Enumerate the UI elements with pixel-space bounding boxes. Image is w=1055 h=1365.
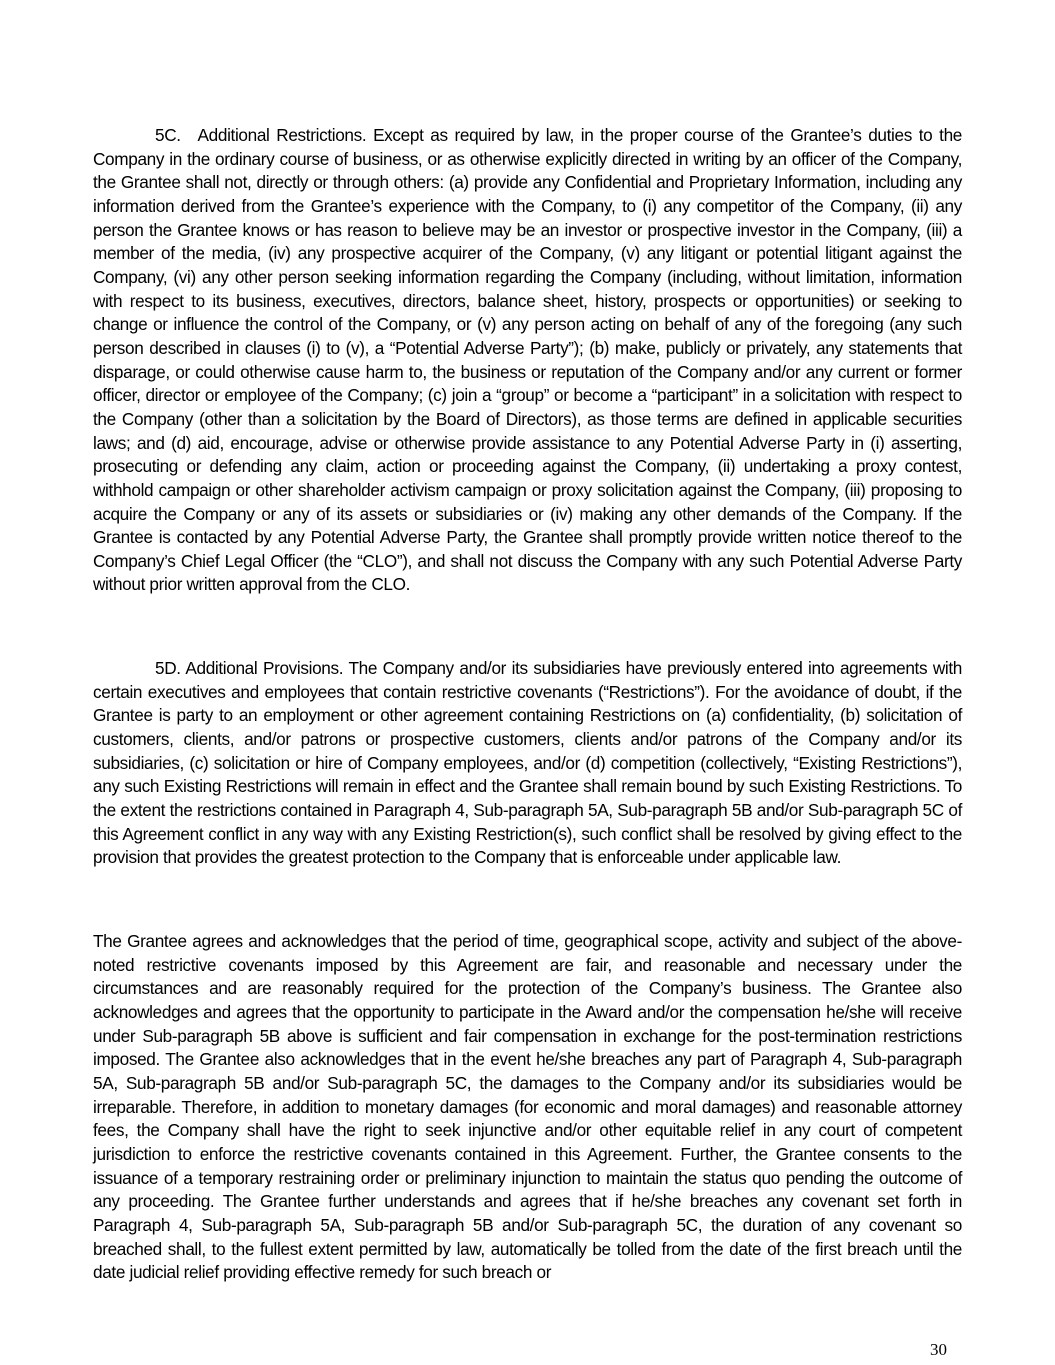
section-5c-text: 5C. Additional Restrictions. Except as required by law, in the proper course of the Grantee’s duties to the Company in the ordinary course of business, or as otherwise explicitly directed in writing by an officer of the Company, the Grantee shall not, directly or through others: (a) provide any Confidential and Proprietary Information, including any information derived from the Grantee’s experience with the Company, to (i) any competitor of the Company, (ii) any person the Grantee knows or has reason to believe may be an investor or prospective investor in the Company, (iii) a member of the media, (iv) any prospective acquirer of the Company, (v) any litigant or potential litigant against the Company, (vi) any other person seeking information regarding the Company (including, without limitation, information with respect to its business, executives, directors, balance sheet, history, prospects or opportunities) or seeking to change or influence the control of the Company, or (v) any person acting on behalf of any of the foregoing (any such person described in clauses (i) to (v), a “Potential Adverse Party”); (b) make, publicly or privately, any statements that disparage, or could otherwise cause harm to, the business or reputation of the Company and/or any current or former officer, director or employee of the Company; (c) join a “group” or become a “participant” in a solicitation with respect to the Company (other than a solicitation by the Board of Directors), as those terms are defined in applicable securities laws; and (d) aid, encourage, advise or otherwise provide assistance to any Potential Adverse Party in (i) asserting, prosecuting or defending any claim, action or proceeding against the Company, (ii) undertaking a proxy contest, withhold campaign or other shareholder activism campaign or proxy solicitation against the Company, (iii) proposing to acquire the Company or any of its assets or subsidiaries or (iv) making any other demands of the Company. If the Grantee is contacted by any Potential Adverse Party, the Grantee shall promptly provide written notice thereof to the Company’s Chief Legal Officer (the “CLO”), and shall not discuss the Company with any such Potential Adverse Party without prior written approval from the CLO.	[93, 125, 962, 595]
acknowledgement-text: The Grantee agrees and acknowledges that the period of time, geographical scope, activity and subject of the above-noted restrictive covenants imposed by this Agreement are fair, and reasonable and necessary under the circumstances and are reasonably required for the protection of the Company’s business. The Grantee also acknowledges and agrees that the opportunity to participate in the Award and/or the compensation he/she will receive under Sub-paragraph 5B above is sufficient and fair compensation in exchange for the post-termination restrictions imposed. The Grantee also acknowledges that in the event he/she breaches any part of Paragraph 4, Sub-paragraph 5A, Sub-paragraph 5B and/or Sub-paragraph 5C, the damages to the Company and/or its subsidiaries would be irreparable. Therefore, in addition to monetary damages (for economic and moral damages) and reasonable attorney fees, the Company shall have the right to seek injunctive and/or other equitable relief in any court of competent jurisdiction to enforce the restrictive covenants contained in this Agreement. Further, the Grantee consents to the issuance of a temporary restraining order or preliminary injunction to maintain the status quo pending the outcome of any proceeding. The Grantee further understands and agrees that if he/she breaches any covenant set forth in Paragraph 4, Sub-paragraph 5A, Sub-paragraph 5B and/or Sub-paragraph 5C, the duration of any covenant so breached shall, to the fullest extent permitted by law, automatically be tolled from the date of the first breach until the date judicial relief providing effective remedy for such breach or	[93, 931, 962, 1283]
section-5c-paragraph	[93, 124, 962, 597]
page-number: 30	[930, 1340, 947, 1359]
section-5d-paragraph	[93, 657, 962, 870]
acknowledgement-paragraph	[93, 930, 962, 1285]
section-5d-text: 5D. Additional Provisions. The Company and/or its subsidiaries have previously entered into agreements with certain executives and employees that contain restrictive covenants (“Restrictions”). For the avoidance of doubt, if the Grantee is party to an employment or other agreement containing Restrictions on (a) confidentiality, (b) solicitation of customers, clients, and/or patrons or prospective customers, clients and/or patrons of the Company and/or its subsidiaries, (c) solicitation or hire of Company employees, and/or (d) competition (collectively, “Existing Restrictions”), any such Existing Restrictions will remain in effect and the Grantee shall remain bound by such Existing Restrictions. To the extent the restrictions contained in Paragraph 4, Sub-paragraph 5A, Sub-paragraph 5B and/or Sub-paragraph 5C of this Agreement conflict in any way with any Existing Restriction(s), such conflict shall be resolved by giving effect to the provision that provides the greatest protection to the Company that is enforceable under applicable law.	[93, 658, 962, 868]
